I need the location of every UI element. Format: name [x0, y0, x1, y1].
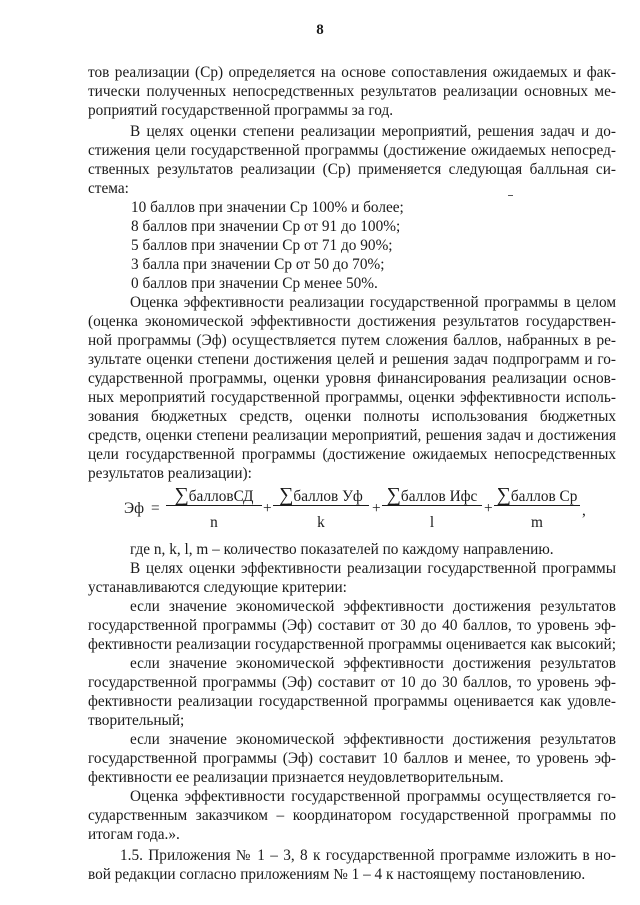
fraction-bar [382, 505, 482, 506]
sigma-symbol: ∑ [279, 484, 294, 506]
list-item: 3 балла при значении Ср от 50 до 70%; [131, 256, 385, 273]
text-line: устанавливаются следующие критерии: [88, 579, 347, 596]
list-item: 10 баллов при значении Ср 100% и более; [131, 199, 404, 216]
term-denominator: m [531, 514, 543, 531]
fraction-bar [494, 505, 580, 506]
text-line: если значение экономической эффективности достижения результатов [130, 598, 616, 615]
text-line: если значение экономической эффективности достижения результатов [130, 731, 616, 748]
text-line: роприятий государственной программы за год. [88, 102, 394, 119]
term-numerator: баллов Ср [510, 488, 578, 505]
text-line: государственной программы (Эф) составит от 30 до 40 баллов, то уровень эф- [88, 617, 616, 634]
text-line: государственной программы (Эф) составит 10 баллов и менее, то уровень эф- [88, 750, 616, 767]
formula-comma: , [582, 502, 586, 519]
text-line: 1.5. Приложения № 1 – 3, 8 к государственной программе изложить в но- [120, 847, 616, 864]
text-line: тически полученных непосредственных результатов реализации основных ме- [88, 83, 616, 100]
text-line: стема: [88, 180, 129, 197]
text-line: ственных результатов реализации (Ср) применяется следующая балльная си- [88, 161, 616, 178]
term-numerator: балловСД [188, 488, 254, 505]
text-line: итогам года.». [88, 826, 180, 843]
plus-sign: + [484, 500, 493, 517]
term-denominator: l [429, 514, 435, 531]
text-line: государственной программы (Эф) составит от 10 до 30 баллов, то уровень эф- [88, 674, 616, 691]
text-line: (оценка экономической эффективности достижения результатов государствен- [88, 313, 616, 330]
text-line: Оценка эффективности реализации государственной программы в целом [130, 294, 616, 311]
term-numerator: баллов Уф [293, 488, 363, 505]
text-line: фективности ее реализации признается неудовлетворительным. [88, 769, 504, 786]
text-line: В целях оценки эффективности реализации государственной программы [130, 560, 616, 577]
plus-sign: + [372, 500, 381, 517]
text-line: фективности реализации государственной программы оценивается как удовле- [88, 693, 616, 710]
list-item: 0 баллов при значении Ср менее 50%. [131, 275, 378, 292]
sigma-symbol: ∑ [386, 484, 401, 506]
page-number: 8 [316, 22, 324, 38]
term-numerator: баллов Ифс [400, 488, 478, 505]
text-line: средств, оценки степени реализации мероприятий, решения задач и достижения [88, 427, 616, 444]
term-denominator: k [317, 514, 325, 531]
text-line: цели государственной программы (достижение ожидаемых непосредственных [88, 446, 616, 463]
text-line: тов реализации (Ср) определяется на основе сопоставления ожидаемых и фак- [88, 64, 616, 81]
text-line: где n, k, l, m – количество показателей по каждому направлению. [130, 541, 554, 558]
term-denominator: n [210, 514, 218, 531]
text-line: сударственным заказчиком – координатором государственной программы по [88, 807, 616, 824]
sigma-symbol: ∑ [174, 484, 189, 506]
text-line: ной программы (Эф) осуществляется путем сложения баллов, набранных в ре- [88, 332, 616, 349]
sigma-symbol: ∑ [496, 484, 511, 506]
scan-mark [508, 195, 513, 196]
fraction-bar [273, 505, 369, 506]
fraction-bar [166, 505, 262, 506]
text-line: результатов реализации): [88, 465, 252, 482]
list-item: 8 баллов при значении Ср от 91 до 100%; [131, 218, 401, 235]
formula-equals: = [151, 500, 160, 517]
text-line: вой редакции согласно приложениям № 1 – 4 к настоящему постановлению. [88, 866, 586, 883]
text-line: стижения цели государственной программы (достижение ожидаемых непосред- [88, 142, 616, 159]
list-item: 5 баллов при значении Ср от 71 до 90%; [131, 237, 393, 254]
text-line: сударственной программы, оценки уровня финансирования реализации основ- [88, 370, 616, 387]
text-line: зования бюджетных средств, оценки полноты использования бюджетных [88, 408, 616, 425]
text-line: зультате оценки степени достижения целей и решения задач подпрограмм и го- [88, 351, 616, 368]
efficiency-formula [88, 476, 616, 538]
text-line: ных мероприятий государственной программы, оценки эффективности исполь- [88, 389, 616, 406]
plus-sign: + [263, 500, 272, 517]
text-line: если значение экономической эффективности достижения результатов [130, 655, 616, 672]
text-line: фективности реализации государственной программы оценивается как высокий; [88, 636, 616, 653]
text-line: Оценка эффективности государственной программы осуществляется го- [130, 788, 616, 805]
text-line: творительный; [88, 712, 185, 729]
text-line: В целях оценки степени реализации мероприятий, решения задач и до- [130, 123, 616, 140]
formula-lhs: Эф [124, 500, 145, 517]
